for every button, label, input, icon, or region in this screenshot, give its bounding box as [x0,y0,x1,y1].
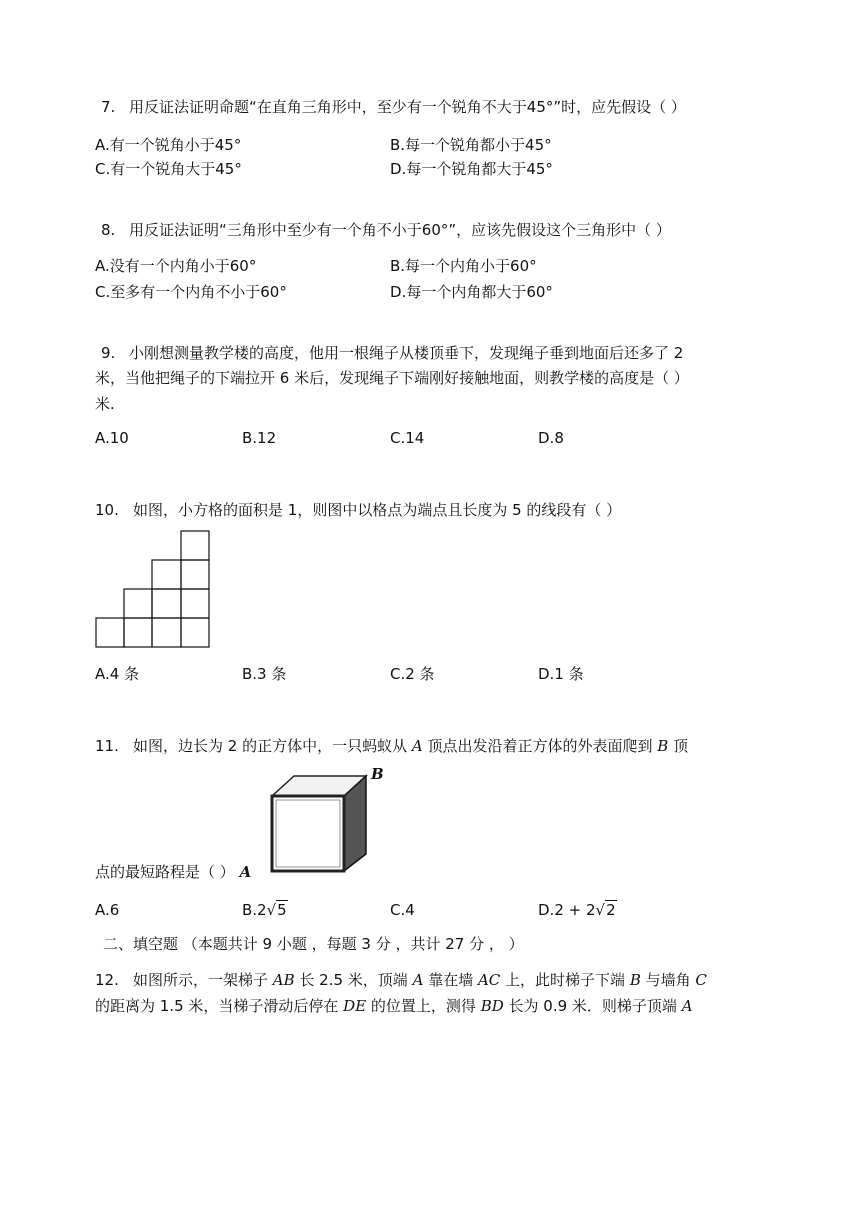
section-number: 二、 [103,935,134,953]
sqrt-icon: √ [595,901,606,919]
q10-number: 10. [95,501,119,519]
grid-cell [124,618,152,647]
q7-option-c: C.有一个锐角大于45° [95,160,242,178]
q12-var: BD [480,997,504,1015]
q7-option-b: B.每一个锐角都小于45° [390,136,552,154]
grid-cell [152,589,181,618]
q11-option-c: C.4 [390,901,415,919]
q7-number: 7. [101,98,116,116]
q11-var-a: A [411,737,423,755]
q12-line2 [95,996,693,1016]
q11-number: 11. [95,737,119,755]
grid-cell [181,618,209,647]
grid-cell [152,618,181,647]
grid-cell [124,589,152,618]
q12-text: 上，此时梯子下端 [500,971,630,989]
q11-var-b: B [657,737,669,755]
q12-text: 长 2.5 米，顶端 [294,971,413,989]
cube-front-face [272,796,344,871]
q8-number: 8. [101,221,116,239]
q11-stem-part-b: 顶点出发沿着正方体的外表面爬到 [427,737,653,755]
sqrt-icon: √ [266,901,277,919]
cube-vertex-a-label: A [239,863,252,881]
grid-cell [181,531,209,560]
q7-option-d: D.每一个锐角都大于45° [390,160,553,178]
q11-stem-line1 [133,736,688,756]
q8-option-d: D.每一个内角都大于60° [390,283,553,301]
q9-option-c: C.14 [390,429,425,447]
q12-var: A [681,997,693,1015]
q9-option-d: D.8 [538,429,564,447]
q9-stem-line3: 米. [95,395,115,413]
q10-option-c: C.2 条 [390,665,435,683]
q11-option-d-prefix: D.2 + 2 [538,901,596,919]
q12-text: 的距离为 1.5 米，当梯子滑动后停在 [95,997,344,1015]
q11-option-b [242,900,288,920]
q7-stem: 用反证法证明命题“在直角三角形中，至少有一个锐角不大于45°”时，应先假设（ ） [129,98,686,116]
q8-option-b: B.每一个内角小于60° [390,257,537,275]
q10-option-a: A.4 条 [95,665,140,683]
q9-option-b: B.12 [242,429,277,447]
grid-cell [181,589,209,618]
q9-number: 9. [101,344,116,362]
q11-option-d [538,900,617,920]
q12-var: DE [343,997,367,1015]
q8-option-c: C.至多有一个内角不小于60° [95,283,287,301]
q8-stem: 用反证法证明“三角形中至少有一个角不小于60°”，应该先假设这个三角形中（ ） [129,221,671,239]
q11-stem-line2-text: 点的最短路程是（ ） [95,863,235,881]
q12-var: B [629,971,641,989]
cube-vertex-b-label: B [371,765,384,783]
q11-option-d-radicand: 2 [606,901,616,919]
q11-stem-line2 [95,862,251,882]
q12-var: AC [477,971,501,989]
q12-var: C [695,971,707,989]
q11-stem-part-a: 如图，边长为 2 的正方体中，一只蚂蚁从 [133,737,408,755]
q12-number: 12. [95,971,119,989]
q11-option-b-radicand: 5 [277,901,287,919]
q9-stem-line2: 米，当他把绳子的下端拉开 6 米后，发现绳子下端刚好接触地面，则教学楼的高度是（ ） [95,369,689,387]
q11-option-a: A.6 [95,901,120,919]
cube-front-inner [276,800,340,867]
staircase-grid-figure [95,530,212,650]
q8-option-a: A.没有一个内角小于60° [95,257,257,275]
q12-line1 [133,970,707,990]
q12-text: 靠在墙 [423,971,478,989]
q10-stem: 如图，小方格的面积是 1，则图中以格点为端点且长度为 5 的线段有（ ） [133,501,622,519]
q12-var: AB [272,971,295,989]
q12-text: 与墙角 [640,971,696,989]
q7-option-a: A.有一个锐角小于45° [95,136,242,154]
q12-var: A [412,971,424,989]
q12-text: 如图所示，一架梯子 [133,971,273,989]
q11-option-b-prefix: B.2 [242,901,267,919]
grid-cell [96,618,124,647]
q10-option-b: B.3 条 [242,665,287,683]
q12-text: 长为 0.9 米．则梯子顶端 [503,997,682,1015]
q11-stem-part-c: 顶 [673,737,689,755]
q12-text: 的位置上，测得 [366,997,481,1015]
section-title: 填空题 （本题共计 9 小题 ，每题 3 分 ，共计 27 分 ， ） [133,935,524,953]
q9-stem-line1: 小刚想测量教学楼的高度，他用一根绳子从楼顶垂下，发现绳子垂到地面后还多了 2 [129,344,684,362]
cube-figure [262,764,382,879]
grid-cell [181,560,209,589]
q9-option-a: A.10 [95,429,129,447]
q10-option-d: D.1 条 [538,665,584,683]
grid-cell [152,560,181,589]
